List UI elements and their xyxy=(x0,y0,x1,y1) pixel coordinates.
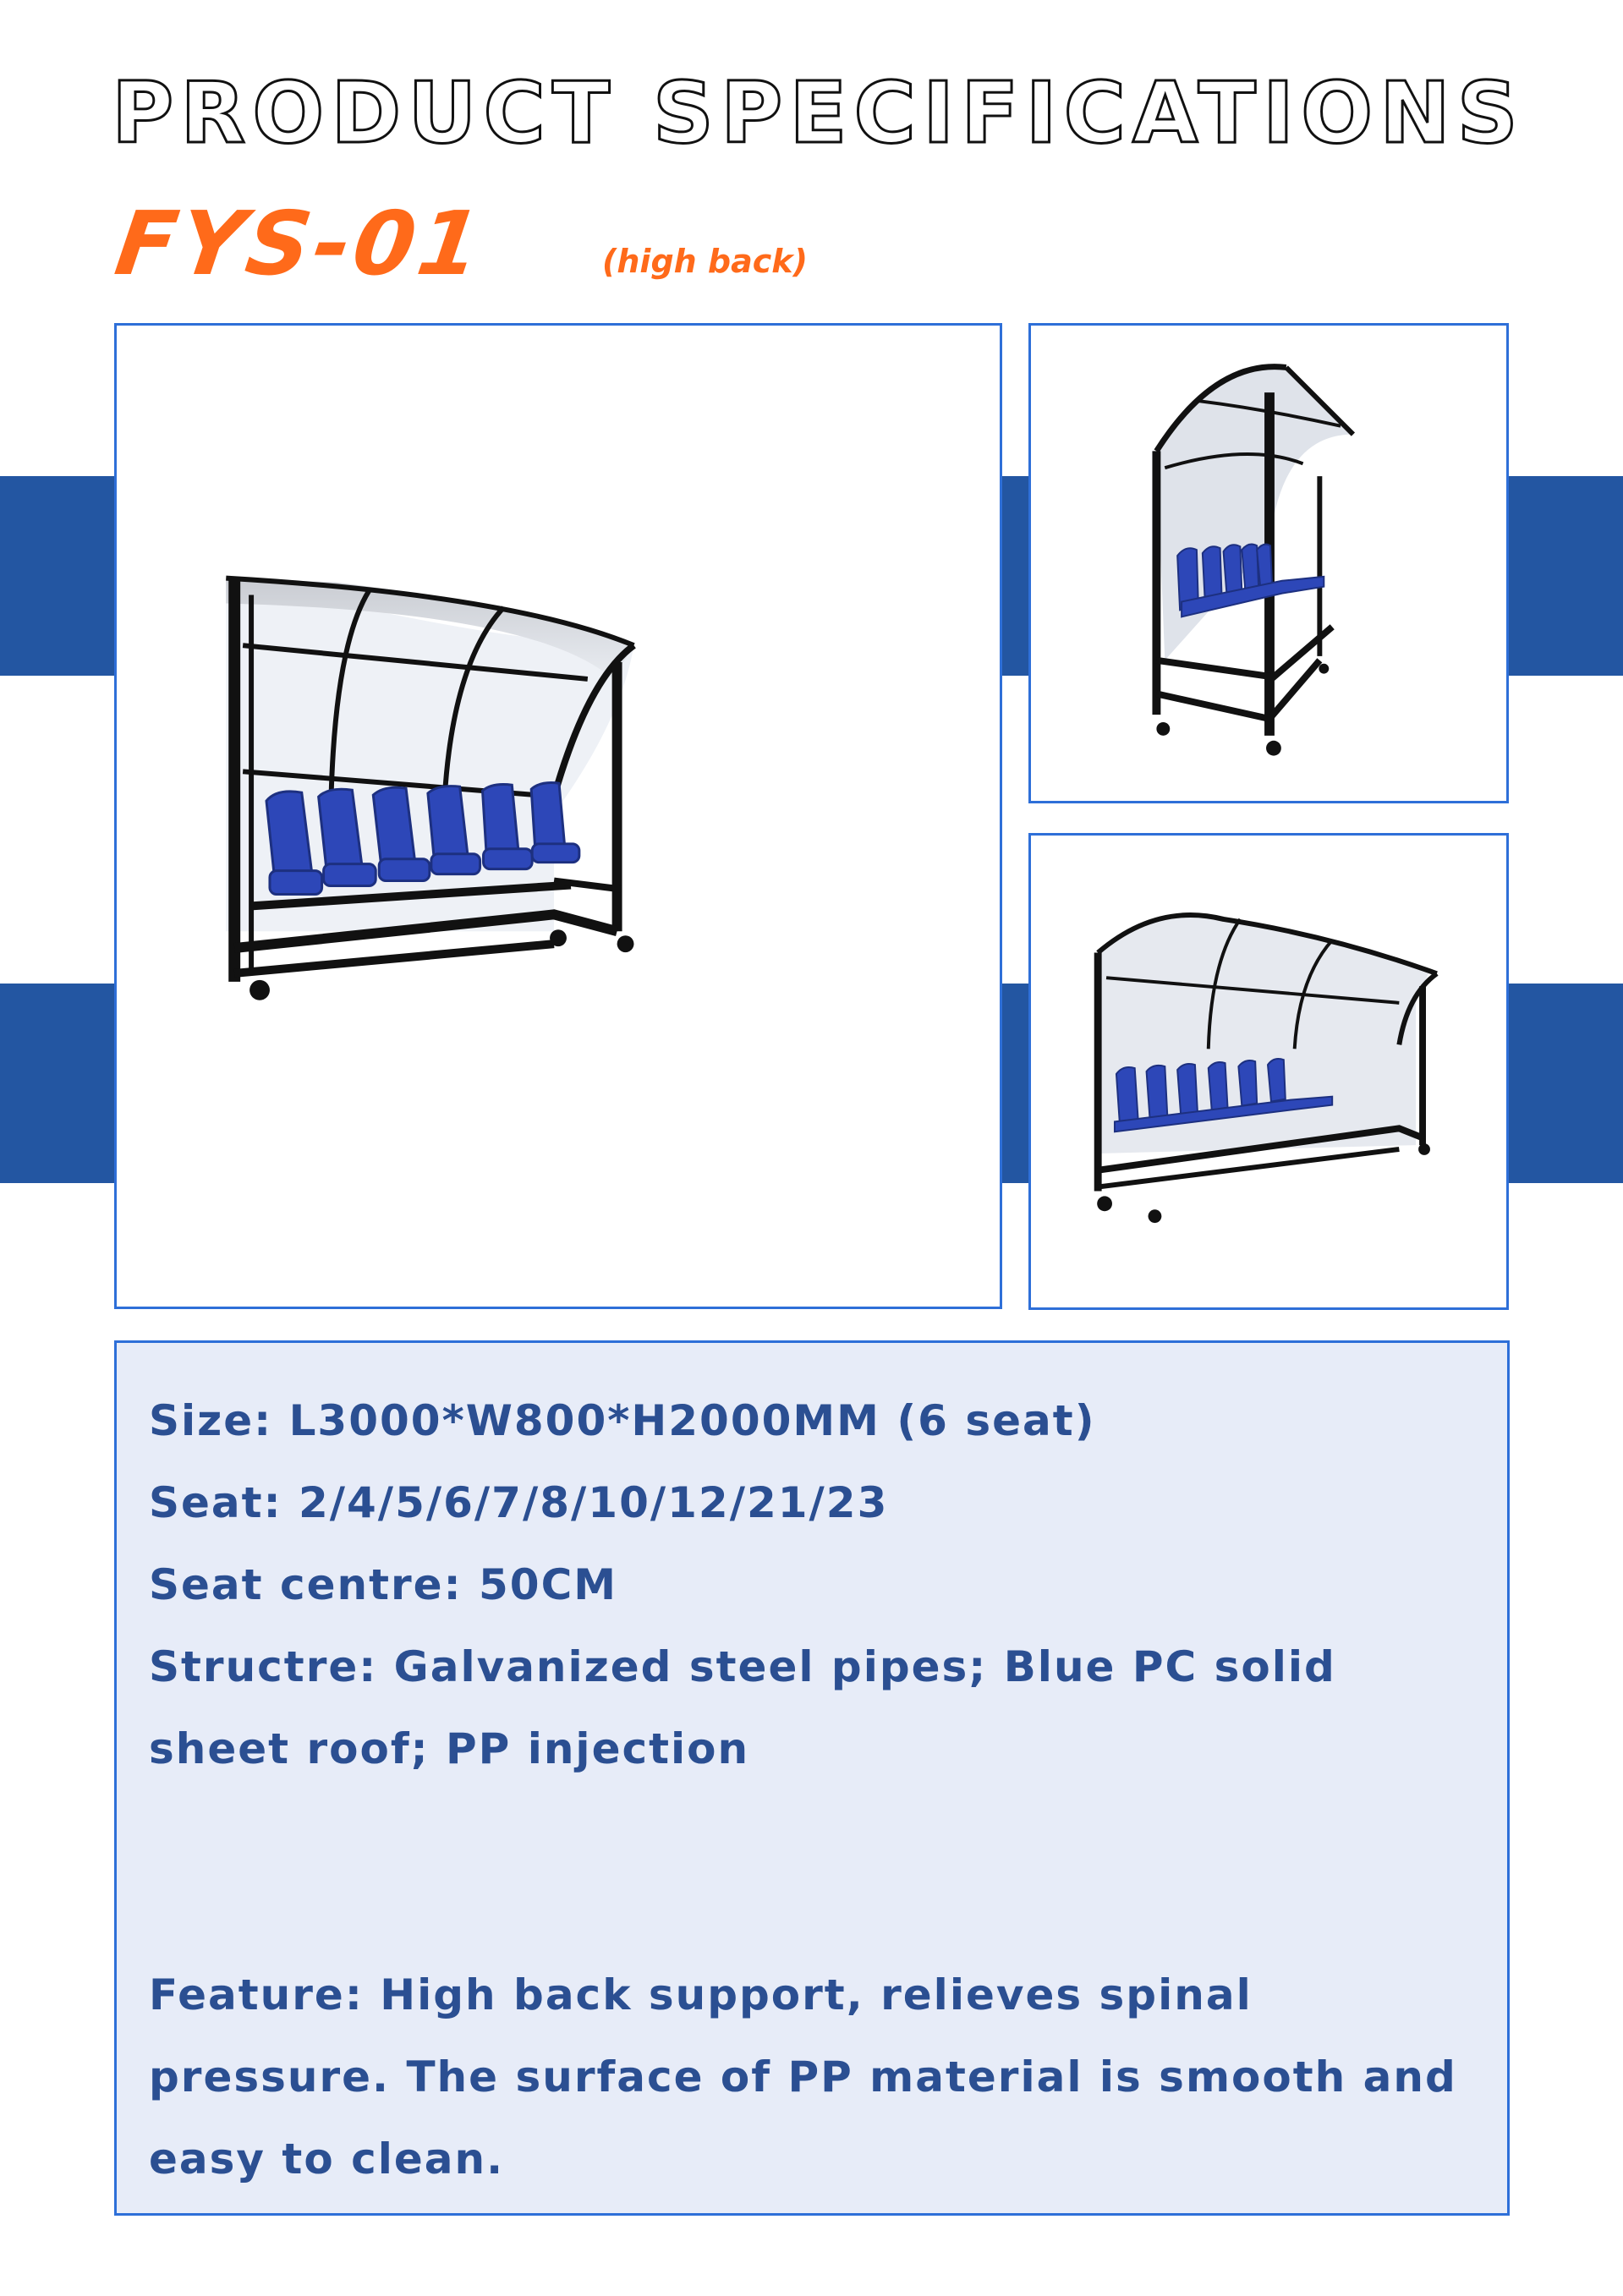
spec-feature: Feature: High back support, relieves spinal pressure. The surface of PP material is smooth and easy to clean. xyxy=(149,1970,1457,2184)
front-view-image xyxy=(1028,833,1509,1310)
dugout-front-illustration xyxy=(1031,836,1506,1307)
page-title: PRODUCT SPECIFICATIONS xyxy=(112,63,1525,162)
model-variant: (high back) xyxy=(602,243,808,280)
spec-panel xyxy=(114,1340,1510,2216)
dugout-side-illustration xyxy=(1031,326,1506,801)
model-name: FYS-01 xyxy=(109,192,491,295)
spec-spacer xyxy=(149,1790,1477,1954)
dugout-main-illustration xyxy=(117,326,1000,1307)
side-view-image xyxy=(1028,323,1509,803)
spec-seat-centre: Seat centre: 50CM xyxy=(149,1560,618,1609)
main-product-image xyxy=(114,323,1002,1309)
spec-seat-options: Seat: 2/4/5/6/7/8/10/12/21/23 xyxy=(149,1478,889,1527)
spec-structure: Structre: Galvanized steel pipes; Blue PC solid sheet roof; PP injection xyxy=(149,1642,1336,1773)
spec-size: Size: L3000*W800*H2000MM (6 seat) xyxy=(149,1396,1096,1445)
